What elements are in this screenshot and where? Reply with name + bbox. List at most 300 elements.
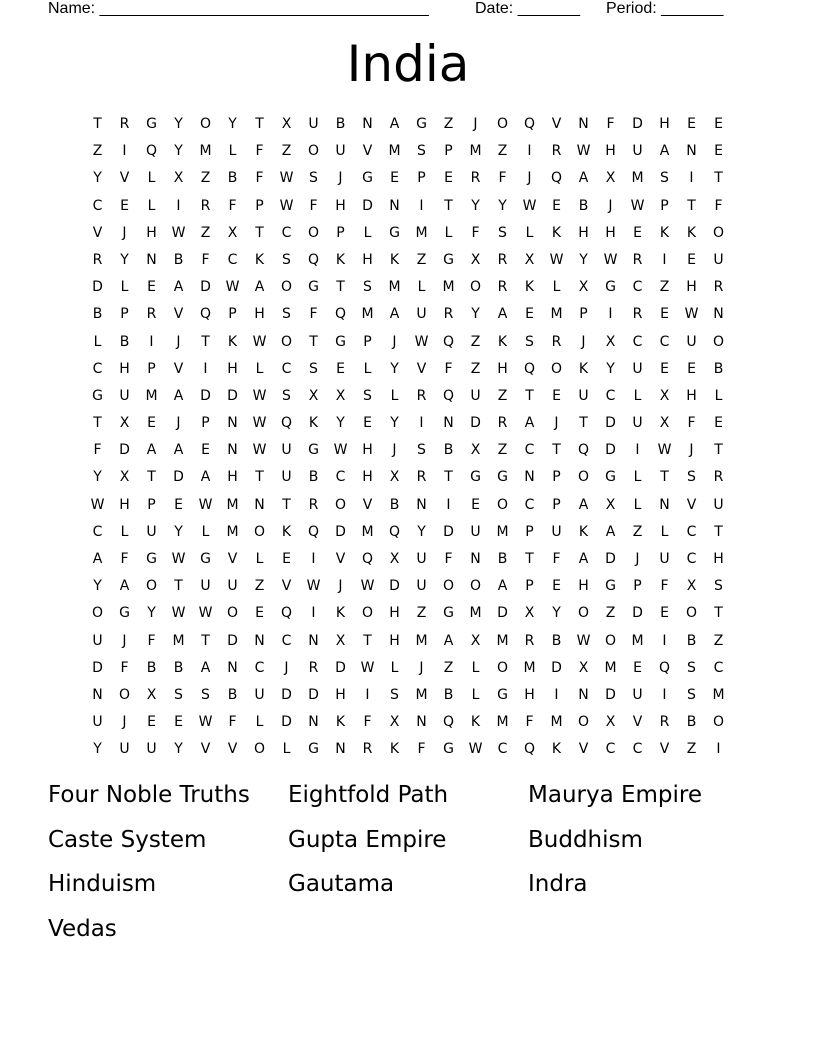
grid-letter[interactable]: C [686, 551, 697, 567]
grid-letter[interactable]: Q [523, 360, 536, 377]
grid-letter[interactable]: T [174, 578, 183, 595]
grid-letter[interactable]: C [524, 496, 535, 513]
grid-letter[interactable]: E [525, 306, 534, 323]
grid-letter[interactable]: C [281, 632, 292, 649]
grid-letter[interactable]: R [713, 469, 724, 486]
grid-letter[interactable]: Z [281, 143, 292, 160]
grid-letter[interactable]: G [308, 741, 319, 758]
grid-letter[interactable]: T [444, 469, 453, 486]
grid-letter[interactable]: Q [577, 442, 590, 459]
grid-letter[interactable]: D [119, 442, 130, 459]
grid-letter[interactable]: Q [280, 605, 293, 622]
grid-letter[interactable]: U [335, 143, 346, 160]
grid-letter[interactable]: F [147, 632, 156, 649]
grid-letter[interactable]: Y [390, 415, 399, 432]
grid-letter[interactable]: U [92, 714, 103, 731]
grid-letter[interactable]: O [307, 224, 320, 241]
grid-letter[interactable]: F [444, 360, 453, 377]
grid-letter[interactable]: C [227, 251, 238, 268]
grid-letter[interactable]: Z [416, 605, 427, 622]
grid-letter[interactable]: B [227, 686, 238, 703]
grid-letter[interactable]: X [335, 632, 346, 649]
grid-letter[interactable]: K [254, 251, 265, 268]
grid-letter[interactable]: L [201, 523, 210, 540]
grid-letter[interactable]: J [608, 197, 613, 214]
grid-letter[interactable]: M [469, 605, 482, 622]
grid-letter[interactable]: W [90, 496, 105, 513]
grid-letter[interactable]: G [308, 279, 319, 296]
grid-letter[interactable]: O [577, 469, 590, 486]
grid-letter[interactable]: O [253, 741, 266, 758]
grid-letter[interactable]: X [119, 469, 130, 486]
grid-letter[interactable]: J [635, 551, 640, 567]
grid-letter[interactable]: X [470, 251, 481, 268]
grid-letter[interactable]: S [363, 279, 372, 296]
grid-letter[interactable]: P [417, 170, 426, 187]
grid-letter[interactable]: B [92, 306, 103, 323]
grid-letter[interactable]: R [632, 306, 643, 323]
grid-letter[interactable]: L [363, 360, 372, 377]
grid-letter[interactable]: R [551, 333, 562, 350]
grid-letter[interactable]: V [578, 741, 589, 758]
grid-letter[interactable]: Z [470, 333, 481, 350]
grid-letter[interactable]: M [469, 143, 482, 160]
grid-letter[interactable]: S [309, 360, 318, 377]
grid-letter[interactable]: R [200, 197, 211, 214]
grid-letter[interactable]: K [227, 333, 238, 350]
grid-letter[interactable]: R [497, 251, 508, 268]
grid-letter[interactable]: N [416, 714, 427, 731]
grid-letter[interactable]: U [281, 442, 292, 459]
grid-letter[interactable]: K [470, 714, 481, 731]
grid-letter[interactable]: Z [713, 632, 724, 649]
grid-letter[interactable]: W [306, 578, 321, 595]
grid-letter[interactable]: N [146, 251, 157, 268]
grid-letter[interactable]: Y [552, 605, 561, 622]
grid-letter[interactable]: C [713, 659, 724, 676]
grid-letter[interactable]: W [333, 442, 348, 459]
grid-letter[interactable]: A [578, 496, 589, 513]
grid-letter[interactable]: F [498, 170, 507, 187]
grid-letter[interactable]: M [604, 659, 617, 676]
grid-letter[interactable]: J [392, 442, 397, 459]
grid-letter[interactable]: M [172, 632, 185, 649]
grid-letter[interactable]: U [713, 496, 724, 513]
grid-letter[interactable]: W [252, 415, 267, 432]
grid-letter[interactable]: A [254, 279, 265, 296]
grid-letter[interactable]: D [443, 523, 454, 540]
grid-letter[interactable]: L [147, 197, 156, 214]
grid-letter[interactable]: B [173, 251, 184, 268]
grid-letter[interactable]: H [119, 496, 130, 513]
grid-letter[interactable]: H [659, 116, 670, 132]
grid-letter[interactable]: U [416, 578, 427, 595]
grid-letter[interactable]: M [631, 170, 644, 187]
grid-letter[interactable]: O [577, 605, 590, 622]
grid-letter[interactable]: Q [550, 170, 563, 187]
grid-letter[interactable]: Z [497, 387, 508, 404]
grid-letter[interactable]: H [578, 224, 589, 241]
grid-letter[interactable]: U [281, 469, 292, 486]
grid-letter[interactable]: W [252, 442, 267, 459]
grid-letter[interactable]: B [389, 496, 400, 513]
grid-letter[interactable]: T [201, 632, 210, 649]
grid-letter[interactable]: X [389, 551, 400, 567]
grid-letter[interactable]: S [687, 686, 696, 703]
grid-letter[interactable]: O [577, 714, 590, 731]
grid-letter[interactable]: G [497, 686, 508, 703]
grid-letter[interactable]: K [389, 251, 400, 268]
grid-letter[interactable]: K [335, 251, 346, 268]
grid-letter[interactable]: V [659, 741, 670, 758]
grid-letter[interactable]: S [309, 170, 318, 187]
grid-letter[interactable]: E [147, 714, 156, 731]
grid-letter[interactable]: P [255, 197, 264, 214]
grid-letter[interactable]: V [362, 496, 373, 513]
grid-letter[interactable]: B [713, 360, 724, 377]
grid-letter[interactable]: S [363, 387, 372, 404]
grid-letter[interactable]: J [122, 714, 127, 731]
grid-letter[interactable]: V [551, 116, 562, 132]
grid-letter[interactable]: A [389, 306, 400, 323]
grid-letter[interactable]: E [714, 143, 723, 160]
grid-letter[interactable]: M [361, 306, 374, 323]
grid-letter[interactable]: D [308, 686, 319, 703]
grid-letter[interactable]: N [659, 496, 670, 513]
grid-letter[interactable]: S [390, 686, 399, 703]
period-field[interactable]: Period: _______ [606, 0, 724, 17]
grid-letter[interactable]: Q [388, 523, 401, 540]
grid-letter[interactable]: I [311, 551, 316, 567]
grid-letter[interactable]: B [146, 659, 157, 676]
grid-letter[interactable]: E [552, 578, 561, 595]
grid-letter[interactable]: H [605, 143, 616, 160]
grid-letter[interactable]: T [687, 197, 696, 214]
grid-letter[interactable]: S [282, 306, 291, 323]
grid-letter[interactable]: P [147, 360, 156, 377]
grid-letter[interactable]: T [201, 333, 210, 350]
grid-letter[interactable]: H [362, 251, 373, 268]
grid-letter[interactable]: G [146, 116, 157, 132]
grid-letter[interactable]: H [146, 224, 157, 241]
grid-letter[interactable]: W [198, 605, 213, 622]
grid-letter[interactable]: B [578, 197, 589, 214]
grid-letter[interactable]: W [630, 197, 645, 214]
grid-letter[interactable]: X [119, 415, 130, 432]
grid-letter[interactable]: H [713, 551, 724, 567]
grid-letter[interactable]: P [579, 306, 588, 323]
grid-letter[interactable]: G [389, 224, 400, 241]
grid-letter[interactable]: D [281, 686, 292, 703]
grid-letter[interactable]: A [119, 578, 130, 595]
grid-letter[interactable]: L [633, 496, 642, 513]
grid-letter[interactable]: U [308, 116, 319, 132]
grid-letter[interactable]: T [282, 496, 291, 513]
grid-letter[interactable]: G [119, 605, 130, 622]
grid-letter[interactable]: W [414, 333, 429, 350]
grid-letter[interactable]: C [605, 741, 616, 758]
grid-letter[interactable]: X [524, 605, 535, 622]
grid-letter[interactable]: I [635, 442, 640, 459]
grid-letter[interactable]: R [632, 251, 643, 268]
grid-letter[interactable]: Z [254, 578, 265, 595]
grid-letter[interactable]: K [497, 333, 508, 350]
grid-letter[interactable]: X [146, 686, 157, 703]
grid-letter[interactable]: W [279, 170, 294, 187]
grid-letter[interactable]: K [389, 741, 400, 758]
grid-letter[interactable]: X [578, 659, 589, 676]
grid-letter[interactable]: Q [442, 333, 455, 350]
grid-letter[interactable]: F [309, 197, 318, 214]
grid-letter[interactable]: W [549, 251, 564, 268]
grid-letter[interactable]: U [416, 306, 427, 323]
grid-letter[interactable]: L [255, 360, 264, 377]
grid-letter[interactable]: W [171, 551, 186, 567]
grid-letter[interactable]: N [524, 469, 535, 486]
grid-letter[interactable]: X [686, 578, 697, 595]
grid-letter[interactable]: G [200, 551, 211, 567]
grid-letter[interactable]: M [388, 143, 401, 160]
grid-letter[interactable]: C [659, 333, 670, 350]
grid-letter[interactable]: S [282, 387, 291, 404]
grid-letter[interactable]: A [524, 415, 535, 432]
grid-letter[interactable]: O [280, 333, 293, 350]
grid-letter[interactable]: R [119, 116, 130, 132]
grid-letter[interactable]: G [443, 251, 454, 268]
grid-letter[interactable]: V [92, 224, 103, 241]
grid-letter[interactable]: B [443, 686, 454, 703]
grid-letter[interactable]: U [119, 387, 130, 404]
grid-letter[interactable]: G [308, 442, 319, 459]
grid-letter[interactable]: U [686, 333, 697, 350]
grid-letter[interactable]: A [146, 442, 157, 459]
grid-letter[interactable]: O [253, 523, 266, 540]
grid-letter[interactable]: J [581, 333, 586, 350]
grid-letter[interactable]: K [524, 279, 535, 296]
grid-letter[interactable]: B [497, 551, 508, 567]
grid-letter[interactable]: E [282, 551, 291, 567]
grid-letter[interactable]: L [282, 741, 291, 758]
grid-letter[interactable]: I [689, 170, 694, 187]
grid-letter[interactable]: O [712, 333, 725, 350]
grid-letter[interactable]: Y [93, 170, 102, 187]
grid-letter[interactable]: F [660, 578, 669, 595]
grid-letter[interactable]: T [714, 170, 723, 187]
grid-letter[interactable]: D [605, 686, 616, 703]
grid-letter[interactable]: L [363, 224, 372, 241]
grid-letter[interactable]: V [227, 551, 238, 567]
grid-letter[interactable]: O [199, 116, 212, 132]
grid-letter[interactable]: X [389, 714, 400, 731]
grid-letter[interactable]: U [632, 143, 643, 160]
grid-letter[interactable]: Y [174, 741, 183, 758]
grid-letter[interactable]: I [662, 686, 667, 703]
grid-letter[interactable]: C [92, 360, 103, 377]
grid-letter[interactable]: C [632, 741, 643, 758]
grid-letter[interactable]: A [443, 632, 454, 649]
grid-letter[interactable]: Z [200, 224, 211, 241]
grid-letter[interactable]: H [362, 442, 373, 459]
grid-letter[interactable]: C [281, 360, 292, 377]
grid-letter[interactable]: K [308, 415, 319, 432]
grid-letter[interactable]: Y [417, 523, 426, 540]
grid-letter[interactable]: M [496, 714, 509, 731]
grid-letter[interactable]: J [284, 659, 289, 676]
grid-letter[interactable]: U [146, 523, 157, 540]
grid-letter[interactable]: N [362, 116, 373, 132]
grid-letter[interactable]: J [338, 578, 343, 595]
grid-letter[interactable]: O [712, 714, 725, 731]
grid-letter[interactable]: V [227, 741, 238, 758]
grid-letter[interactable]: Z [686, 741, 697, 758]
grid-letter[interactable]: A [578, 551, 589, 567]
grid-letter[interactable]: I [662, 251, 667, 268]
grid-letter[interactable]: H [254, 306, 265, 323]
grid-letter[interactable]: H [362, 469, 373, 486]
grid-letter[interactable]: V [335, 551, 346, 567]
grid-letter[interactable]: H [389, 605, 400, 622]
grid-letter[interactable]: F [309, 306, 318, 323]
grid-letter[interactable]: D [335, 659, 346, 676]
grid-letter[interactable]: P [552, 469, 561, 486]
grid-letter[interactable]: A [173, 442, 184, 459]
grid-letter[interactable]: I [608, 306, 613, 323]
grid-letter[interactable]: N [227, 659, 238, 676]
grid-letter[interactable]: P [336, 224, 345, 241]
grid-letter[interactable]: O [469, 279, 482, 296]
grid-letter[interactable]: J [338, 170, 343, 187]
grid-letter[interactable]: Y [579, 251, 588, 268]
grid-letter[interactable]: D [200, 387, 211, 404]
grid-letter[interactable]: E [201, 442, 210, 459]
grid-letter[interactable]: E [363, 415, 372, 432]
grid-letter[interactable]: K [551, 224, 562, 241]
grid-letter[interactable]: P [660, 197, 669, 214]
grid-letter[interactable]: F [363, 714, 372, 731]
grid-letter[interactable]: Y [174, 143, 183, 160]
grid-letter[interactable]: L [417, 279, 426, 296]
grid-letter[interactable]: O [685, 605, 698, 622]
grid-letter[interactable]: E [336, 360, 345, 377]
grid-letter[interactable]: R [362, 741, 373, 758]
grid-letter[interactable]: R [92, 251, 103, 268]
grid-letter[interactable]: N [92, 686, 103, 703]
grid-letter[interactable]: X [470, 632, 481, 649]
grid-letter[interactable]: E [660, 306, 669, 323]
grid-letter[interactable]: I [149, 333, 154, 350]
grid-letter[interactable]: E [444, 170, 453, 187]
grid-letter[interactable]: R [308, 496, 319, 513]
grid-letter[interactable]: H [389, 632, 400, 649]
grid-letter[interactable]: P [525, 578, 534, 595]
grid-letter[interactable]: I [365, 686, 370, 703]
grid-letter[interactable]: L [147, 170, 156, 187]
grid-letter[interactable]: R [659, 714, 670, 731]
grid-letter[interactable]: F [606, 116, 615, 132]
grid-letter[interactable]: F [201, 251, 210, 268]
grid-letter[interactable]: X [227, 224, 238, 241]
grid-letter[interactable]: A [497, 578, 508, 595]
grid-letter[interactable]: U [416, 551, 427, 567]
grid-letter[interactable]: A [605, 523, 616, 540]
grid-letter[interactable]: G [470, 469, 481, 486]
grid-letter[interactable]: U [659, 551, 670, 567]
grid-letter[interactable]: J [122, 632, 127, 649]
grid-letter[interactable]: N [254, 496, 265, 513]
grid-letter[interactable]: L [120, 279, 129, 296]
grid-letter[interactable]: T [255, 224, 264, 241]
grid-letter[interactable]: L [93, 333, 102, 350]
grid-letter[interactable]: A [200, 469, 211, 486]
grid-letter[interactable]: W [576, 143, 591, 160]
grid-letter[interactable]: Y [390, 360, 399, 377]
grid-letter[interactable]: E [255, 605, 264, 622]
grid-letter[interactable]: O [226, 605, 239, 622]
grid-letter[interactable]: N [335, 741, 346, 758]
grid-letter[interactable]: M [388, 279, 401, 296]
grid-letter[interactable]: R [713, 279, 724, 296]
grid-letter[interactable]: V [416, 360, 427, 377]
grid-letter[interactable]: N [416, 496, 427, 513]
grid-letter[interactable]: S [282, 251, 291, 268]
grid-letter[interactable]: L [660, 523, 669, 540]
grid-letter[interactable]: K [281, 523, 292, 540]
grid-letter[interactable]: T [714, 523, 723, 540]
grid-letter[interactable]: T [714, 442, 723, 459]
grid-letter[interactable]: X [281, 116, 292, 132]
grid-letter[interactable]: N [713, 306, 724, 323]
grid-letter[interactable]: T [444, 197, 453, 214]
grid-letter[interactable]: E [174, 496, 183, 513]
grid-letter[interactable]: U [470, 523, 481, 540]
grid-letter[interactable]: H [524, 686, 535, 703]
grid-letter[interactable]: T [255, 469, 264, 486]
grid-letter[interactable]: S [174, 686, 183, 703]
grid-letter[interactable]: K [578, 523, 589, 540]
grid-letter[interactable]: W [468, 741, 483, 758]
grid-letter[interactable]: Q [658, 659, 671, 676]
grid-letter[interactable]: N [578, 686, 589, 703]
grid-letter[interactable]: Q [334, 306, 347, 323]
grid-letter[interactable]: E [147, 279, 156, 296]
grid-letter[interactable]: T [525, 387, 534, 404]
grid-letter[interactable]: P [633, 578, 642, 595]
grid-letter[interactable]: O [118, 686, 131, 703]
grid-letter[interactable]: O [361, 605, 374, 622]
grid-letter[interactable]: L [471, 659, 480, 676]
grid-letter[interactable]: I [176, 197, 181, 214]
grid-letter[interactable]: Z [200, 170, 211, 187]
grid-letter[interactable]: J [176, 333, 181, 350]
grid-letter[interactable]: J [689, 442, 694, 459]
grid-letter[interactable]: D [497, 605, 508, 622]
grid-letter[interactable]: H [686, 279, 697, 296]
grid-letter[interactable]: E [660, 360, 669, 377]
grid-letter[interactable]: O [550, 360, 563, 377]
grid-letter[interactable]: M [226, 523, 239, 540]
grid-letter[interactable]: U [632, 415, 643, 432]
grid-letter[interactable]: Z [632, 523, 643, 540]
grid-letter[interactable]: N [308, 632, 319, 649]
grid-letter[interactable]: X [524, 251, 535, 268]
grid-letter[interactable]: H [335, 686, 346, 703]
grid-letter[interactable]: N [578, 116, 589, 132]
grid-letter[interactable]: D [389, 578, 400, 595]
grid-letter[interactable]: N [254, 632, 265, 649]
grid-letter[interactable]: D [173, 469, 184, 486]
grid-letter[interactable]: A [173, 387, 184, 404]
grid-letter[interactable]: R [524, 632, 535, 649]
